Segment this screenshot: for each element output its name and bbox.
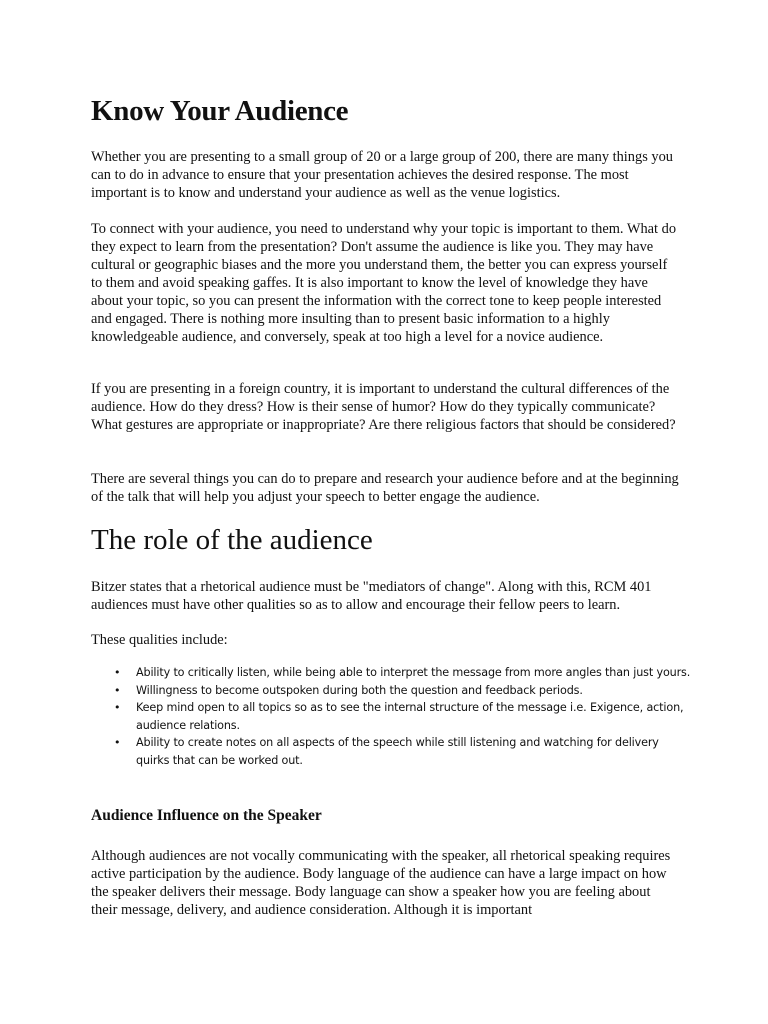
paragraph-connect: To connect with your audience, you need to understand why your topic is important to them. What do they expect to learn from the presentation? Don't assume the audience is like you. They may have cultural or geographic biases and the more you understand them, the better you can express yourself to them and avoid speaking gaffes. It is also important to know the level of knowledge they have about your topic, so you can present the information with the correct tone to keep people interested and engaged. There is nothing more insulting than to present basic information to a highly knowledgeable audience, and conversely, speak at too high a level for a novice audience.: [91, 221, 677, 345]
paragraph-audience-influence: Although audiences are not vocally communicating with the speaker, all rhetorical speaking requires active participation by the audience. Body language of the audience can have a large impact on how the speaker delivers their message. Body language can show a speaker how you are feeling about their message, delivery, and audience consideration. Although it is important: [91, 848, 671, 918]
paragraph-prepare: There are several things you can do to prepare and research your audience before and at the beginning of the talk that will help you adjust your speech to better engage the audience.: [91, 471, 679, 505]
list-item: [91, 734, 691, 769]
list-item-text: Ability to critically listen, while being able to interpret the message from more angles than just yours.: [136, 666, 691, 679]
section-title-audience-influence: Audience Influence on the Speaker: [91, 807, 322, 824]
bullet-icon: •: [114, 701, 121, 714]
list-item-text: Keep mind open to all topics so as to see the internal structure of the message i.e. Exigence, action, audience relations.: [136, 701, 684, 732]
section-title-know-your-audience: Know Your Audience: [91, 95, 349, 127]
bullet-icon: •: [114, 683, 121, 697]
section-title-role-of-audience: The role of the audience: [91, 524, 373, 556]
list-item: [91, 699, 691, 734]
paragraph-qualities-intro: These qualities include:: [91, 632, 228, 648]
bullet-icon: •: [114, 736, 121, 749]
paragraph-intro: Whether you are presenting to a small group of 20 or a large group of 200, there are many things you can to do in advance to ensure that your presentation achieves the desired response. The most important is to know and understand your audience as well as the venue logistics.: [91, 149, 673, 201]
list-item: [91, 682, 691, 700]
paragraph-bitzer: Bitzer states that a rhetorical audience must be "mediators of change". Along with this, RCM 401 audiences must have other qualities so as to allow and encourage their fellow peers to learn.: [91, 579, 652, 613]
paragraph-foreign-country: If you are presenting in a foreign country, it is important to understand the cultural differences of the audience. How do they dress? How is their sense of humor? How do they typically communicate? What gestures are appropriate or inappropriate? Are there religious factors that should be considered?: [91, 381, 676, 433]
bullet-icon: •: [114, 666, 121, 679]
list-item-text: Willingness to become outspoken during both the question and feedback periods.: [136, 683, 583, 697]
list-item: [91, 664, 691, 682]
list-item-text: Ability to create notes on all aspects of the speech while still listening and watching for delivery quirks that can be worked out.: [136, 736, 659, 767]
qualities-list: [91, 664, 691, 769]
